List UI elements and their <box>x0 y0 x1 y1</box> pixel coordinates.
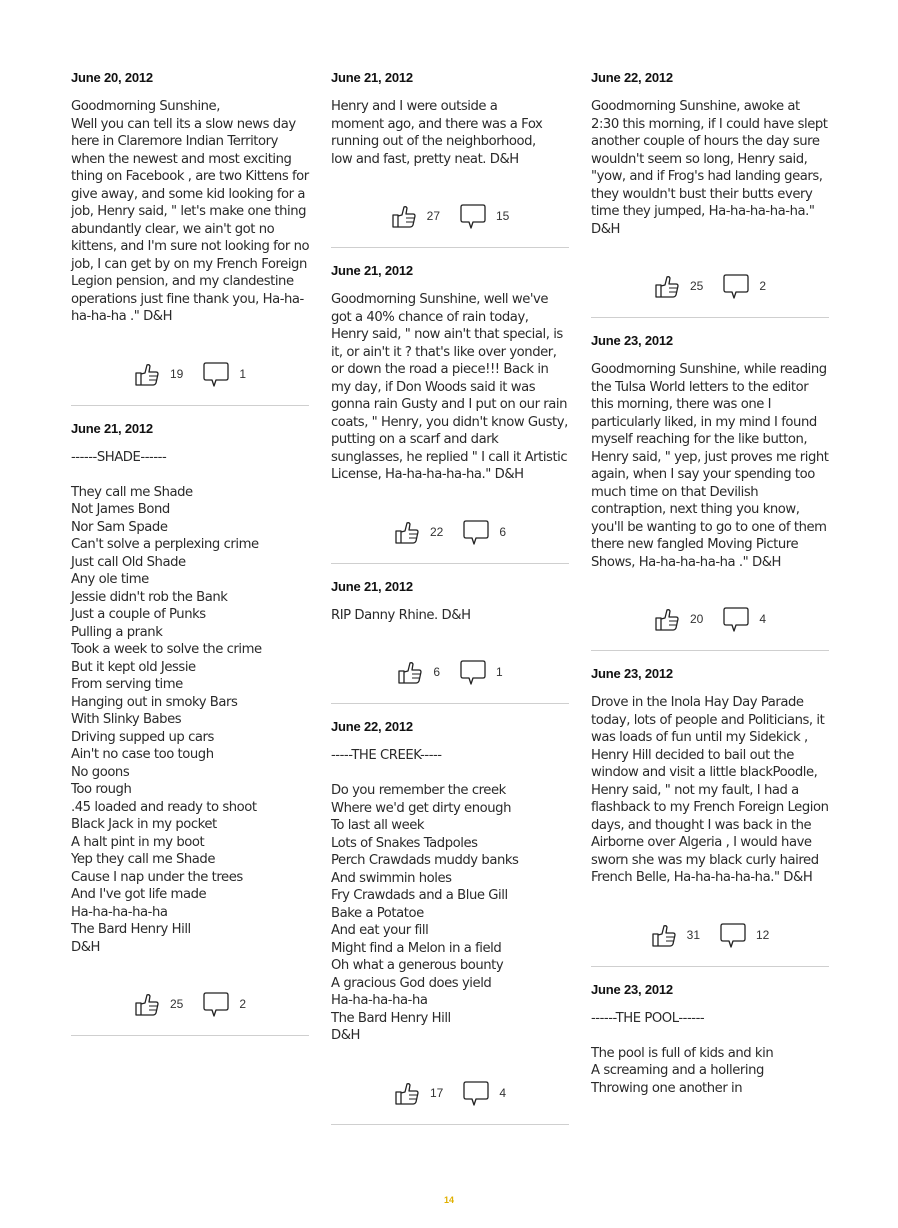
comment-count: 15 <box>496 209 510 223</box>
post-date: June 23, 2012 <box>591 666 673 681</box>
thumbs-up-icon <box>134 991 160 1017</box>
comment-count: 1 <box>496 665 503 679</box>
post-date: June 23, 2012 <box>591 333 673 348</box>
post <box>331 719 569 1125</box>
column-2 <box>331 70 572 1140</box>
post <box>331 70 569 248</box>
post <box>71 421 309 1037</box>
comment-count: 2 <box>759 279 767 293</box>
post-body: Goodmorning Sunshine, awoke at 2:30 this morning, if I could have slept another couple of hours the day sure wouldn't seem so long, Henry said, "yow, and if Frog's had landing gears, they wouldn't bust their butts every time they jumped, Ha-ha-ha-ha-ha." D&H <box>591 99 832 237</box>
post <box>591 70 832 318</box>
post-date: June 20, 2012 <box>71 70 153 85</box>
speech-bubble-icon <box>720 922 746 948</box>
comment-button[interactable] <box>460 659 503 685</box>
post-body: RIP Danny Rhine. D&H <box>331 607 471 623</box>
post <box>591 333 833 651</box>
post-date: June 22, 2012 <box>591 70 673 85</box>
like-count: 25 <box>689 279 704 293</box>
post-body: Goodmorning Sunshine, well we've got a 40% chance of rain today, Henry said, " now ain't that special, is it, or ain't it ? that's like over yonder, or down the road a piece!!! Back in my day, if Don Woods said it was gonna rain Gusty and I put on our rain coats, " Henry, you didn't know Gusty, putting on a scarf and dark sunglasses, he replied " I call it Artistic License, Ha-ha-ha-ha-ha." D&H <box>331 292 572 482</box>
post-actions <box>331 1077 569 1109</box>
like-button[interactable] <box>651 922 700 948</box>
comment-button[interactable] <box>460 203 509 229</box>
comment-button[interactable] <box>720 922 769 948</box>
speech-bubble-icon <box>203 991 229 1017</box>
like-button[interactable] <box>394 519 443 545</box>
post <box>591 666 833 967</box>
comment-button[interactable] <box>463 519 506 545</box>
post-body: ------SHADE------ They call me Shade Not James Bond Nor Sam Spade Can't solve a perplexing crime Just call Old Shade Any ole time Jessie didn't rob the Bank Just a couple of Punks Pulling a prank Took a week to solve the crime But it kept old Jessie From serving time Hanging out in smoky Bars With Slinky Babes Driving supped up cars Ain't no case too tough No goons Too rough .45 loaded and ready to shoot Black Jack in my pocket A halt pint in my boot Yep they call me Shade Cause I nap under the trees And I've got life made Ha-ha-ha-ha-ha The Bard Henry Hill D&H <box>71 449 262 955</box>
speech-bubble-icon <box>463 519 489 545</box>
post-date: June 23, 2012 <box>591 981 673 997</box>
post-body: Drove in the Inola Hay Day Parade today, lots of people and Politicians, it was loads of fun until my Sidekick , Henry Hill decided to bail out the window and visit a little blackPoodle, Henry said, " not my fault, I had a flashback to my French Foreign Legion days, and thought I was back in the Airborne over Algeria , I would have sworn she was my black curly haired French Belle, Ha-ha-ha-ha-ha." D&H <box>591 695 833 885</box>
comment-button[interactable] <box>203 361 246 387</box>
thumbs-up-icon <box>134 361 160 387</box>
comment-button[interactable] <box>463 1080 506 1106</box>
like-button[interactable] <box>134 991 183 1017</box>
thumbs-up-icon <box>654 273 680 299</box>
post-actions <box>71 358 309 390</box>
post <box>591 982 829 1098</box>
post-body: -----THE CREEK----- Do you remember the creek Where we'd get dirty enough To last all week Lots of Snakes Tadpoles Perch Crawdads muddy banks And swimmin holes Fry Crawdads and a Blue Gill Bake a Potatoe And eat your fill Might find a Melon in a field Oh what a generous bounty A gracious God does yield Ha-ha-ha-ha-ha The Bard Henry Hill D&H <box>331 748 519 1043</box>
comment-button[interactable] <box>723 606 766 632</box>
like-count: 25 <box>169 997 184 1011</box>
like-count: 27 <box>426 209 440 223</box>
post-body: Henry and I were outside a moment ago, and there was a Fox running out of the neighborhood, low and fast, pretty neat. D&H <box>331 99 547 167</box>
column-1 <box>71 70 309 1051</box>
like-count: 20 <box>689 612 704 626</box>
speech-bubble-icon <box>723 273 749 299</box>
post-body: ------THE POOL------ The pool is full of kids and kin A screaming and a hollering Throwing one another in <box>591 1010 774 1096</box>
post <box>331 263 572 564</box>
post-actions <box>331 516 569 548</box>
post-actions <box>591 270 829 302</box>
like-button[interactable] <box>134 361 183 387</box>
like-button[interactable] <box>654 606 703 632</box>
post-body: Goodmorning Sunshine, Well you can tell its a slow news day here in Claremore Indian Territory when the newest and most exciting thing on Facebook , are two Kittens for give away, and some kid looking for a job, Henry said, " let's make one thing abundantly clear, we ain't got no kittens, and I'm sure not looking for no job, I can get by on my French Foreign Legion pension, and my clandestine operations just fine thank you, Ha-ha-ha-ha-ha ." D&H <box>71 99 310 324</box>
comment-button[interactable] <box>723 273 766 299</box>
speech-bubble-icon <box>463 1080 489 1106</box>
post-date: June 21, 2012 <box>71 420 153 436</box>
comment-count: 1 <box>239 366 247 381</box>
like-button[interactable] <box>394 1080 443 1106</box>
post-date: June 22, 2012 <box>331 719 413 734</box>
like-count: 22 <box>429 524 444 539</box>
post-date: June 21, 2012 <box>331 263 413 278</box>
comment-button[interactable] <box>203 991 246 1017</box>
comment-count: 12 <box>756 927 770 942</box>
thumbs-up-icon <box>391 203 417 229</box>
comment-count: 4 <box>759 612 767 626</box>
post-date: June 21, 2012 <box>331 578 413 594</box>
like-count: 6 <box>433 665 440 679</box>
post-date: June 21, 2012 <box>331 70 413 85</box>
comment-count: 6 <box>499 524 507 539</box>
speech-bubble-icon <box>723 606 749 632</box>
like-button[interactable] <box>391 203 440 229</box>
post-body: Goodmorning Sunshine, while reading the Tulsa World letters to the editor this morning, there was one I particularly liked, in my mind I found myself reaching for the like button, Henry said, " yep, just proves me right again, when I say your spending too much time on that Devilish contraption, next thing you know, you'll be wanting to go to one of them there new fangled Moving Picture Shows, Ha-ha-ha-ha-ha ." D&H <box>591 362 833 570</box>
post-actions <box>331 200 569 232</box>
like-count: 17 <box>429 1085 444 1100</box>
thumbs-up-icon <box>394 519 420 545</box>
like-count: 19 <box>169 366 184 381</box>
speech-bubble-icon <box>460 659 486 685</box>
post-actions <box>591 603 829 635</box>
post-actions <box>331 656 569 688</box>
like-count: 31 <box>686 927 700 942</box>
column-3 <box>591 70 833 1112</box>
post-actions <box>591 919 829 951</box>
thumbs-up-icon <box>654 606 680 632</box>
thumbs-up-icon <box>651 922 677 948</box>
thumbs-up-icon <box>397 659 423 685</box>
comment-count: 2 <box>239 997 247 1011</box>
thumbs-up-icon <box>394 1080 420 1106</box>
like-button[interactable] <box>397 659 440 685</box>
like-button[interactable] <box>654 273 703 299</box>
speech-bubble-icon <box>460 203 486 229</box>
post <box>71 70 309 406</box>
post <box>331 579 569 705</box>
comment-count: 4 <box>499 1085 507 1100</box>
page-number: 14 <box>443 1195 454 1205</box>
post-actions <box>71 988 309 1020</box>
speech-bubble-icon <box>203 361 229 387</box>
